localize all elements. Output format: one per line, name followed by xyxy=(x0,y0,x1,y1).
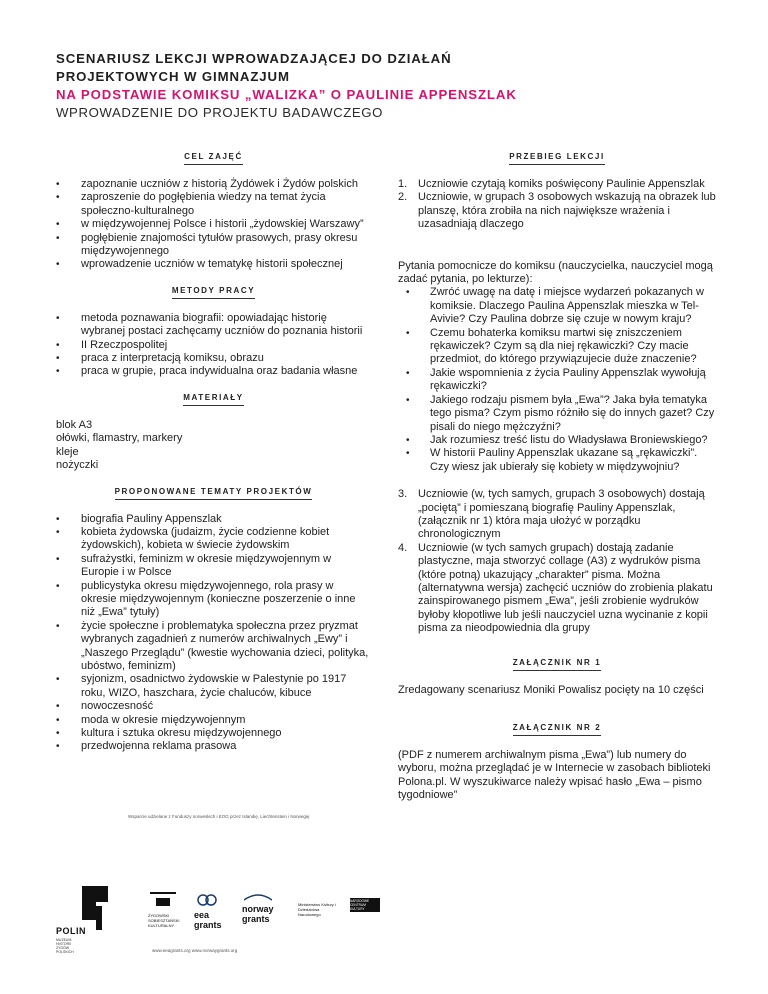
title-line-2: PROJEKTOWYCH W GIMNAZJUM xyxy=(56,69,290,84)
list-item: 2. Uczniowie, w grupach 3 osobowych wskazują na obrazek lub planszę, która zrobiła na nich największe wrażenia i uzasadniają dlaczego xyxy=(398,191,716,231)
list-item: • Zwróć uwagę na datę i miejsce wydarzeń pokazanych w komiksie. Dlaczego Paulina Appenszlak mieszka w Tel-Avivie? Czy Paulina dobrze się czuje w nowym kraju? xyxy=(398,286,716,326)
list-item: ołówki, flamastry, markery xyxy=(56,432,183,445)
polin-label: POLIN xyxy=(56,926,87,936)
list-item: • sufrażystki, feminizm w okresie międzywojennym w Europie i w Polsce xyxy=(56,553,371,580)
list-item: • W historii Pauliny Appenszlak ukazane są „rękawiczki”. Czy wiesz jak ubierały się kobiety w międzywojniu? xyxy=(398,447,716,474)
norway-grants-label: norway grants xyxy=(242,904,274,924)
list-item: • moda w okresie międzywojennym xyxy=(56,714,371,727)
left-column xyxy=(56,152,371,768)
subtitle: WPROWADZENIE DO PROJEKTU BADAWCZEGO xyxy=(56,105,384,120)
section-title-zal1: ZAŁĄCZNIK NR 1 xyxy=(398,658,716,672)
metody-list xyxy=(56,312,371,379)
support-note: Wsparcie udzielane z Funduszy norweskich i EOG przez Islandię, Liechtenstein i Norwegię xyxy=(128,814,310,819)
right-column xyxy=(398,152,716,803)
section-title-tematy: PROPONOWANE TEMATY PROJEKTÓW xyxy=(56,487,371,501)
list-item: • II Rzeczpospolitej xyxy=(56,339,371,352)
steps-list-2 xyxy=(398,488,716,635)
norway-grants-icon xyxy=(244,892,272,902)
section-title-materialy: MATERIAŁY xyxy=(56,393,371,407)
list-item: • Czemu bohaterka komiksu martwi się zniszczeniem rękawiczek? Czym są dla niej rękawiczki? Czy macie przedmiot, do którego przywiązujecie duże znaczenie? xyxy=(398,327,716,367)
list-item: 4. Uczniowie (w tych samych grupach) dostają zadanie plastyczne, maja stworzyć collage (A3) z wydruków pisma (które potną) ukazujący „charakter” pisma. Można (alternatywna wersja) zachęcić uczniów do zrobienia plakatu zainspirowanego pismem „Ewa”, jeśli zrobienie wydruków byłoby kłopotliwe lub jeśli nauczyciel uzna wycinanie z kopii pisma za nieodpowiednia dla grupy xyxy=(398,541,713,635)
section-title-przebieg: PRZEBIEG LEKCJI xyxy=(398,152,716,166)
list-item: • publicystyka okresu międzywojennego, rola prasy w okresie międzywojennym (konieczne poszerzenie o inne niż „Ewa” tytuły) xyxy=(56,580,371,620)
list-item: • syjonizm, osadnictwo żydowskie w Palestynie po 1917 roku, WIZO, haszchara, życie chaluców, kibuce xyxy=(56,673,371,700)
nck-label: NARODOWE CENTRUM KULTURY xyxy=(350,899,370,911)
title-line-3: NA PODSTAWIE KOMIKSU „WALIZKA” O PAULINIE APPENSZLAK xyxy=(56,87,517,102)
section-title-metody: METODY PRACY xyxy=(56,286,371,300)
zih-label: ŻYDOWSKI SOBIESZTAŃSKI KULTURALNY xyxy=(148,913,180,928)
eea-grants-label: eea grants xyxy=(194,910,222,930)
sponsor-footer xyxy=(56,808,386,958)
section-title-zal2: ZAŁĄCZNIK NR 2 xyxy=(398,723,716,737)
list-item: • zaproszenie do pogłębienia wiedzy na temat życia społeczno-kulturalnego xyxy=(56,191,371,218)
title-line-1: SCENARIUSZ LEKCJI WPROWADZAJĄCEJ DO DZIAŁAŃ xyxy=(56,51,452,66)
section-title-cel: CEL ZAJĘĆ xyxy=(56,152,371,166)
grants-urls: www.eeagrants.org www.norwaygrants.org xyxy=(152,948,238,953)
list-item: 3. Uczniowie (w, tych samych, grupach 3 osobowych) dostają „pociętą” i pomieszaną biografię Pauliny Appenszlak, (załącznik nr 1) która maja ułożyć w porządku chronologicznym xyxy=(398,488,705,541)
list-item: • zapoznanie uczniów z historią Żydówek i Żydów polskich xyxy=(56,178,371,191)
pytania-intro: Pytania pomocnicze do komiksu (nauczycielka, nauczyciel mogą zadać pytania, po lekturze): xyxy=(398,259,713,286)
eea-grants-icon xyxy=(196,893,218,907)
list-item: • Jak rozumiesz treść listu do Władysława Broniewskiego? xyxy=(398,434,716,447)
polin-logo-icon xyxy=(82,886,108,930)
tematy-list xyxy=(56,513,371,754)
list-item: • w międzywojennej Polsce i historii „żydowskiej Warszawy” xyxy=(56,218,371,231)
list-item: • Jakie wspomnienia z życia Pauliny Appenszlak wywołują rękawiczki? xyxy=(398,367,716,394)
document-header xyxy=(56,50,716,122)
list-item: • kultura i sztuka okresu międzywojennego xyxy=(56,727,371,740)
list-item: • życie społeczne i problematyka społeczna przez pryzmat wybranych zagadnień z numerów archiwalnych „Ewy” i „Naszego Przeglądu” (kwestie wychowania dzieci, polityka, ubóstwo, feminizm) xyxy=(56,620,371,674)
list-item: • nowoczesność xyxy=(56,700,371,713)
zal2-text: (PDF z numerem archiwalnym pisma „Ewa”) lub numery do wyboru, można przeglądać je w Internecie w zasobach biblioteki Polona.pl. W wyszukiwarce należy wpisać hasło „Ewa – pismo tygodniowe” xyxy=(398,749,711,802)
list-item: kleje xyxy=(56,445,79,458)
list-item: • praca w grupie, praca indywidualna oraz badania własne xyxy=(56,365,371,378)
list-item: • biografia Pauliny Appenszlak xyxy=(56,513,371,526)
list-item: • Jakiego rodzaju pismem była „Ewa”? Jaka była tematyka tego pisma? Czym pismo różniło się do innych gazet? Czy pisali do niego mężczyźni? xyxy=(398,394,716,434)
list-item: nożyczki xyxy=(56,459,99,472)
mkidn-label: Ministerstwo Kultury i Dziedzictwa Narodowego xyxy=(298,902,336,917)
list-item: • praca z interpretacją komiksu, obrazu xyxy=(56,352,371,365)
polin-sublabel: MUZEUM HISTORII ŻYDÓW POLSKICH xyxy=(56,938,74,954)
list-item: • przedwojenna reklama prasowa xyxy=(56,740,371,753)
zal1-text: Zredagowany scenariusz Moniki Powalisz pocięty na 10 części xyxy=(398,683,704,696)
cel-list xyxy=(56,178,371,272)
list-item: blok A3 xyxy=(56,418,93,431)
zih-logo-icon xyxy=(150,892,176,908)
list-item: • metoda poznawania biografii: opowiadając historię wybranej postaci zachęcamy uczniów do poznania historii xyxy=(56,312,371,339)
list-item: • wprowadzenie uczniów w tematykę historii społecznej xyxy=(56,258,371,271)
list-item: 1. Uczniowie czytają komiks poświęcony Paulinie Appenszlak xyxy=(398,178,705,190)
pytania-list xyxy=(398,286,716,474)
list-item: • kobieta żydowska (judaizm, życie codzienne kobiet żydowskich), kobieta w świecie żydowskim xyxy=(56,526,371,553)
list-item: • pogłębienie znajomości tytułów prasowych, prasy okresu międzywojennego xyxy=(56,232,371,259)
steps-list-1 xyxy=(398,178,716,232)
materialy-list xyxy=(56,419,371,473)
